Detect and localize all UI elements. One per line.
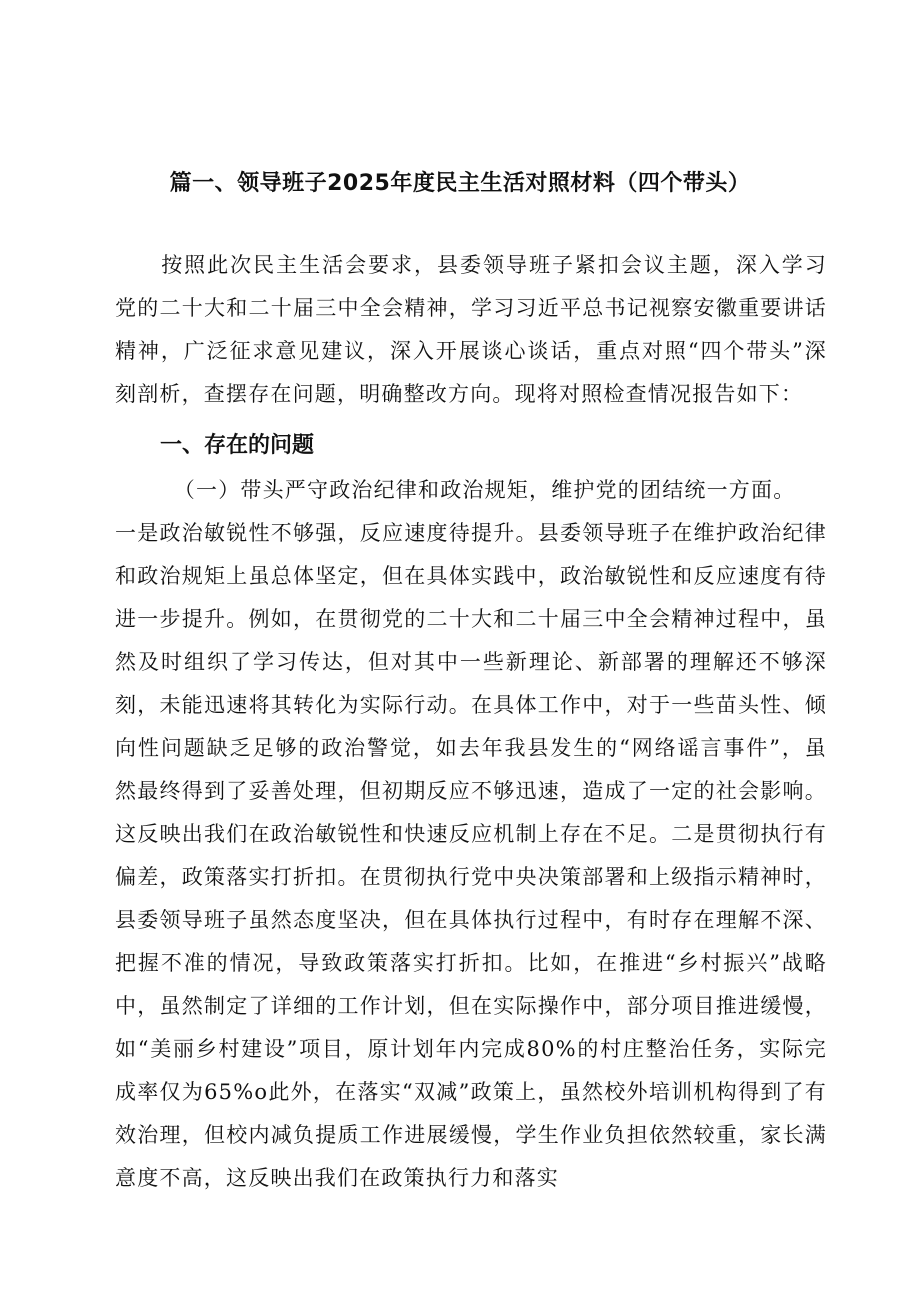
section-1-content (115, 469, 827, 1200)
section-heading-problems: 一、存在的问题 (160, 433, 315, 458)
subsection-heading-political-discipline: （一）带头严守政治纪律和政治规矩，维护党的团结统一方面。 (173, 478, 796, 502)
subsection-body-paragraph: 一是政治敏锐性不够强，反应速度待提升。县委领导班子在维护政治纪律和政治规矩上虽总体坚定，但在具体实践中，政治敏锐性和反应速度有待进一步提升。例如，在贯彻党的二十大和二十届三中全会精神过程中，虽然及时组织了学习传达，但对其中一些新理论、新部署的理解还不够深刻，未能迅速将其转化为实际行动。在具体工作中，对于一些苗头性、倾向性问题缺乏足够的政治警觉，如去年我县发生的“网络谣言事件”，虽然最终得到了妥善处理，但初期反应不够迅速，造成了一定的社会影响。这反映出我们在政治敏锐性和快速反应机制上存在不足。二是贯彻执行有偏差，政策落实打折扣。在贯彻执行党中央决策部署和上级指示精神时，县委领导班子虽然态度坚决，但在具体执行过程中，有时存在理解不深、把握不准的情况，导致政策落实打折扣。比如，在推进“乡村振兴”战略中，虽然制定了详细的工作计划，但在实际操作中，部分项目推进缓慢，如“美丽乡村建设”项目，原计划年内完成80%的村庄整治任务，实际完成率仅为65%o此外，在落实“双减”政策上，虽然校外培训机构得到了有效治理，但校内减负提质工作进展缓慢，学生作业负担依然较重，家长满意度不高，这反映出我们在政策执行力和落实 (115, 521, 827, 1190)
intro-block (115, 244, 827, 416)
document-title: 篇一、领导班子2025年度民主生活对照材料（四个带头） (169, 171, 751, 196)
intro-paragraph: 按照此次民主生活会要求，县委领导班子紧扣会议主题，深入学习党的二十大和二十届三中全会精神，学习习近平总书记视察安徽重要讲话精神，广泛征求意见建议，深入开展谈心谈话，重点对照“四个带头”深刻剖析，查摆存在问题，明确整改方向。现将对照检查情况报告如下： (115, 253, 827, 406)
